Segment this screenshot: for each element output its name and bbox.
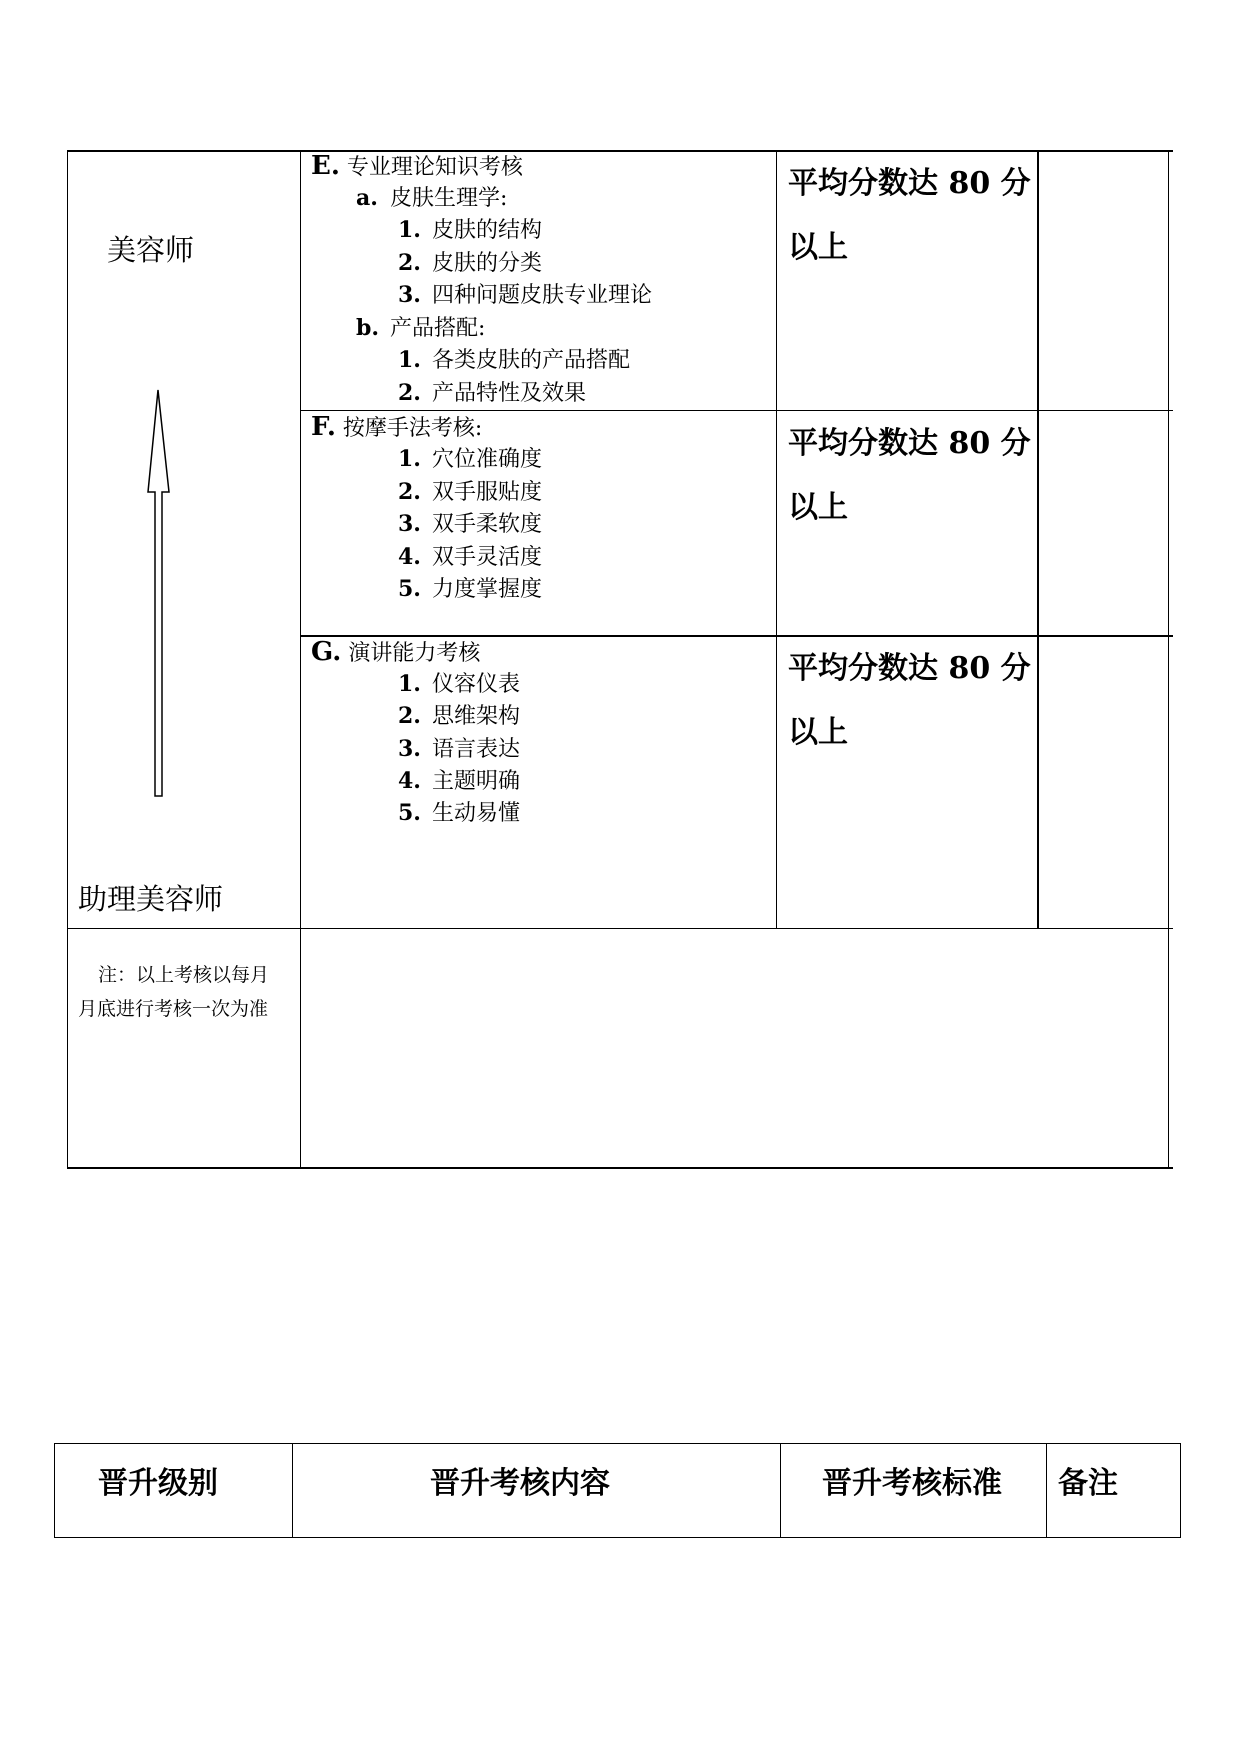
group-title: 产品搭配: xyxy=(390,316,486,341)
list-item: 1. 各类皮肤的产品搭配 xyxy=(398,347,631,373)
group-label: a. xyxy=(356,185,378,211)
standard-text: 以上 xyxy=(788,715,848,750)
list-item: 1. 穴位准确度 xyxy=(398,446,543,472)
standard-text: 以上 xyxy=(788,490,848,525)
standard-text: 平均分数达 80 分 xyxy=(788,651,1031,686)
standard-text: 平均分数达 80 分 xyxy=(788,166,1031,201)
list-item: 5. 力度掌握度 xyxy=(398,576,543,602)
section-title: 演讲能力考核 xyxy=(348,641,481,666)
list-item: 2. 皮肤的分类 xyxy=(398,250,543,276)
group-title: 皮肤生理学: xyxy=(390,186,508,211)
header-remarks: 备注 xyxy=(1058,1466,1118,1501)
list-item: 1. 皮肤的结构 xyxy=(398,217,543,243)
list-item: 3. 语言表达 xyxy=(398,736,521,762)
list-item: 3. 双手柔软度 xyxy=(398,511,543,537)
section-title: 专业理论知识考核 xyxy=(346,155,523,180)
list-item: 2. 产品特性及效果 xyxy=(398,380,587,406)
header-level: 晋升级别 xyxy=(98,1466,218,1501)
section-letter: G. xyxy=(311,637,342,667)
list-item: 2. 双手服贴度 xyxy=(398,479,543,505)
standard-text: 以上 xyxy=(788,230,848,265)
level-bottom: 助理美容师 xyxy=(78,882,224,916)
note-line: 注：以上考核以每月 xyxy=(98,964,270,986)
header-standard: 晋升考核标准 xyxy=(822,1466,1002,1501)
list-item: 4. 主题明确 xyxy=(398,768,521,794)
list-item: 4. 双手灵活度 xyxy=(398,544,543,570)
group-label: b. xyxy=(356,315,380,341)
section-letter: F. xyxy=(311,412,336,442)
list-item: 5. 生动易懂 xyxy=(398,800,521,826)
header-content: 晋升考核内容 xyxy=(430,1466,610,1501)
list-item: 1. 仪容仪表 xyxy=(398,671,521,697)
list-item: 3. 四种问题皮肤专业理论 xyxy=(398,282,653,308)
level-top: 美容师 xyxy=(107,233,195,267)
note-line: 月底进行考核一次为准 xyxy=(78,998,269,1020)
section-letter: E. xyxy=(311,151,340,181)
list-item: 2. 思维架构 xyxy=(398,703,521,729)
section-title: 按摩手法考核: xyxy=(342,416,483,441)
arrow-up-icon xyxy=(145,388,175,800)
standard-text: 平均分数达 80 分 xyxy=(788,426,1031,461)
